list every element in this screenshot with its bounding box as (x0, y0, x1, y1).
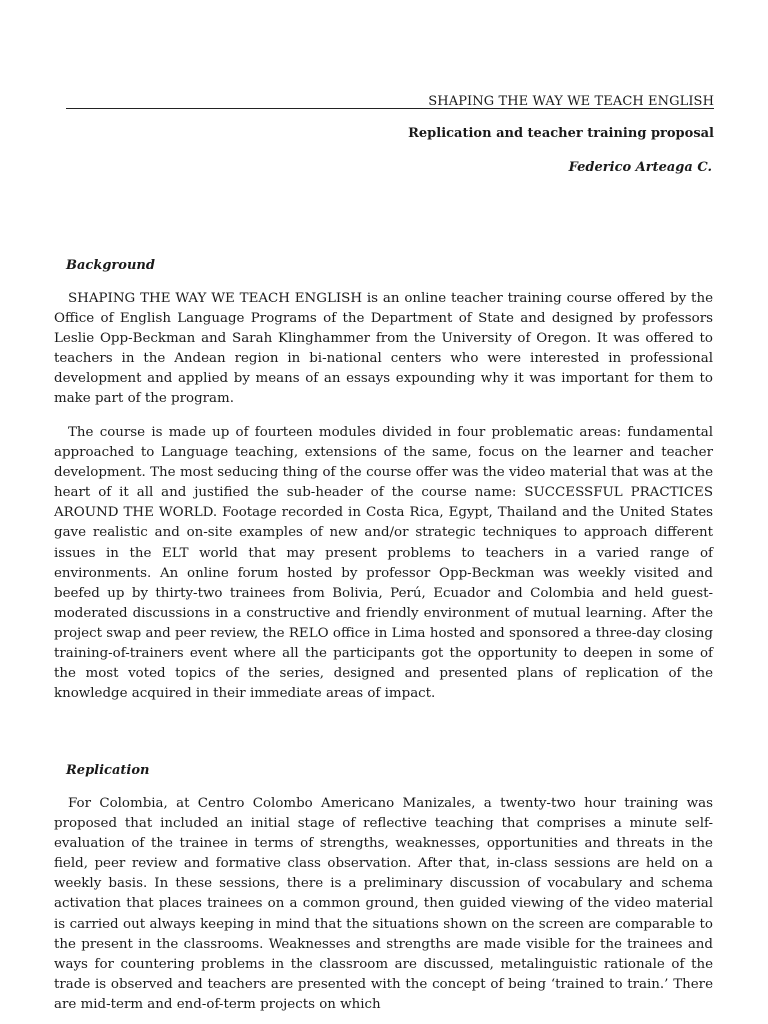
document-title: SHAPING THE WAY WE TEACH ENGLISH (428, 94, 714, 109)
paragraph-background-2: The course is made up of fourteen modules divided in four problematic areas: fundamental approached to Language teaching, extensions of the same, focus on the learner and teacher development. The most seducing thing of the course offer was the video material that was at the heart of it all and justified the sub-header of the course name: SUCCESSFUL PRACTICES AROUND THE WORLD. Footage recorded in Costa Rica, Egypt, Thailand and the United States gave realistic and on-site examples of new and/or strategic techniques to approach different issues in the ELT world that may present problems to teachers in a varied range of environments. An online forum hosted by professor Opp-Beckman was weekly visited and beefed up by thirty-two trainees from Bolivia, Perú, Ecuador and Colombia and held guest-moderated discussions in a constructive and friendly environment of mutual learning. After the project swap and peer review, the RELO office in Lima hosted and sponsored a three-day closing training-of-trainers event where all the participants got the opportunity to deepen in some of the most voted topics of the series, designed and presented plans of replication of the knowledge acquired in their immediate areas of impact. (54, 425, 713, 702)
paragraph-background-1: SHAPING THE WAY WE TEACH ENGLISH is an online teacher training course offered by the Office of English Language Programs of the Department of State and designed by professors Leslie Opp-Beckman and Sarah Klinghammer from the University of Oregon. It was offered to teachers in the Andean region in bi-national centers who were interested in professional development and applied by means of an essays expounding why it was important for them to make part of the program. (54, 291, 713, 407)
paragraph-replication-1: For Colombia, at Centro Colombo Americano Manizales, a twenty-two hour training was proposed that included an initial stage of reflective teaching that comprises a minute self-evaluation of the trainee in terms of strengths, weaknesses, opportunities and threats in the field, peer review and formative class observation. After that, in-class sessions are held on a weekly basis. In these sessions, there is a preliminary discussion of vocabulary and schema activation that places trainees on a common ground, then guided viewing of the video material is carried out always keeping in mind that the situations shown on the screen are comparable to the present in the classrooms. Weaknesses and strengths are made visible for the trainees and ways for countering problems in the classroom are discussed, metalinguistic rationale of the trade is observed and teachers are presented with the concept of being ‘trained to train.’ There are mid-term and end-of-term projects on which (54, 796, 713, 1012)
document-subtitle: Replication and teacher training proposal (408, 126, 714, 141)
section-heading-background: Background (66, 258, 155, 273)
document-author: Federico Arteaga C. (568, 160, 712, 175)
section-heading-replication: Replication (66, 763, 150, 778)
